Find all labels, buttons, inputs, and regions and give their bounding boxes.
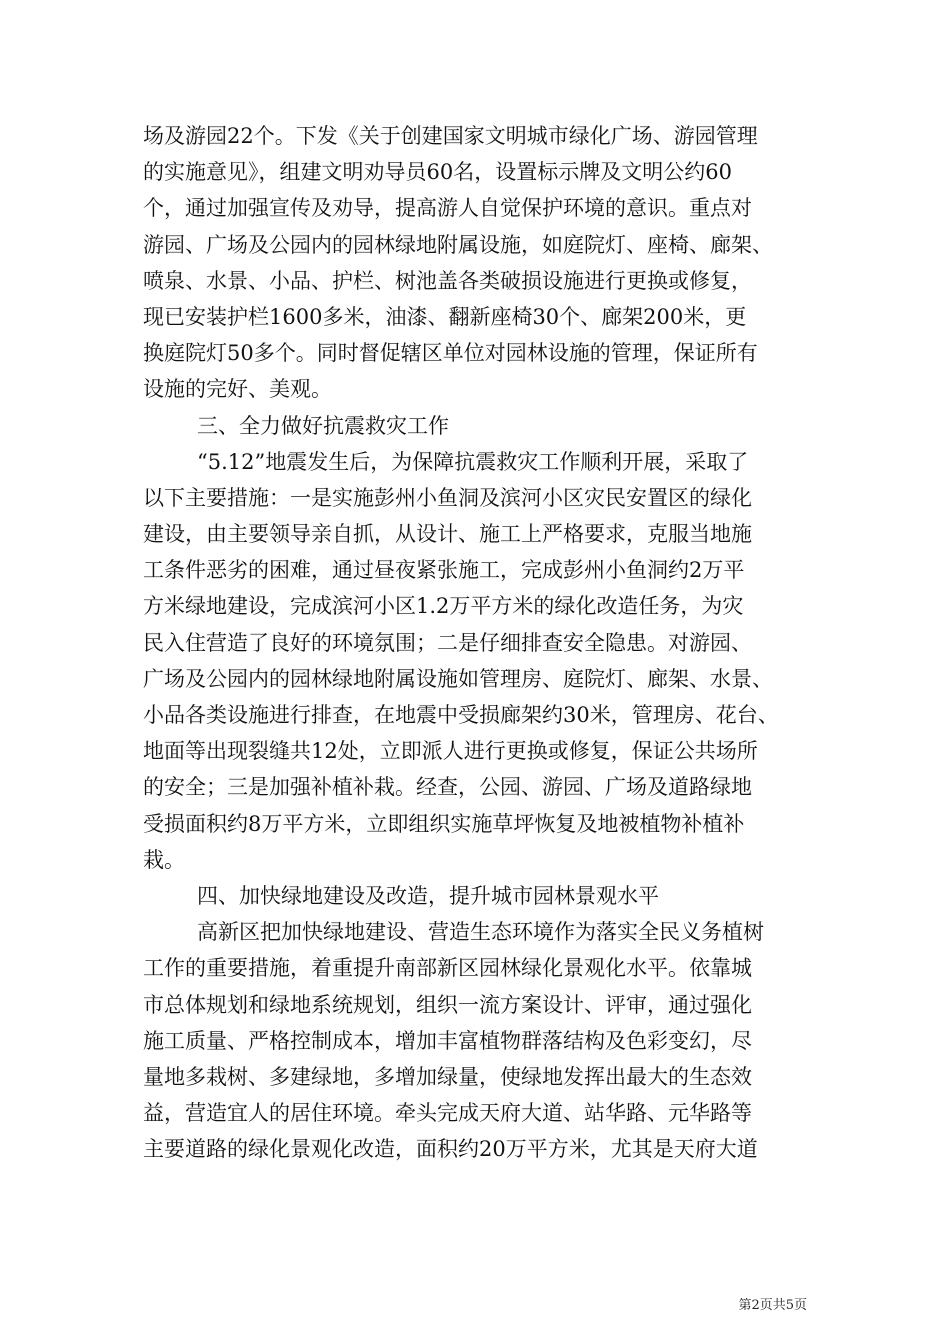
text-line: 民入住营造了良好的环境氛围；二是仔细排查安全隐患。对游园、 xyxy=(143,630,752,655)
text-line: 工条件恶劣的困难，通过昼夜紧张施工，完成彭州小鱼洞约2万平 xyxy=(143,558,745,583)
text-line: 主要道路的绿化景观化改造，面积约20万平方米，尤其是天府大道 xyxy=(143,1137,758,1162)
text-line: 设施的完好、美观。 xyxy=(143,377,332,402)
text-line: 的实施意见》，组建文明劝导员60名，设置标示牌及文明公约60 xyxy=(143,160,732,185)
text-line: 喷泉、水景、小品、护栏、树池盖各类破损设施进行更换或修复， xyxy=(143,268,752,293)
text-line: 现已安装护栏1600多米，油漆、翻新座椅30个、廊架200米，更 xyxy=(143,304,747,329)
text-line: 高新区把加快绿地建设、营造生态环境作为落实全民义务植树 xyxy=(197,920,764,945)
text-line: 以下主要措施：一是实施彭州小鱼洞及滨河小区灾民安置区的绿化 xyxy=(143,485,752,510)
text-line: 施工质量、严格控制成本，增加丰富植物群落结构及色彩变幻，尽 xyxy=(143,1028,752,1053)
text-line: 广场及公园内的园林绿地附属设施如管理房、庭院灯、廊架、水景、 xyxy=(143,666,773,691)
text-line: 市总体规划和绿地系统规划，组织一流方案设计、评审，通过强化 xyxy=(143,992,752,1017)
text-line: 工作的重要措施，着重提升南部新区园林绿化景观化水平。依靠城 xyxy=(143,956,752,981)
text-line: 量地多栽树、多建绿地，多增加绿量，使绿地发挥出最大的生态效 xyxy=(143,1064,752,1089)
text-line: “5.12”地震发生后，为保障抗震救灾工作顺利开展，采取了 xyxy=(197,449,749,474)
text-line: 换庭院灯50多个。同时督促辖区单位对园林设施的管理，保证所有 xyxy=(143,341,758,366)
text-line: 场及游园22个。下发《关于创建国家文明城市绿化广场、游园管理 xyxy=(143,124,758,148)
text-line: 三、全力做好抗震救灾工作 xyxy=(197,413,449,438)
text-line: 游园、广场及公园内的园林绿地附属设施，如庭院灯、座椅、廊架、 xyxy=(143,232,773,257)
page-number: 第2页共5页 xyxy=(738,1298,807,1313)
text-line: 四、加快绿地建设及改造，提升城市园林景观水平 xyxy=(197,883,659,908)
text-line: 方米绿地建设，完成滨河小区1.2万平方米的绿化改造任务，为灾 xyxy=(143,594,744,619)
document-body xyxy=(143,118,813,1167)
text-line: 个，通过加强宣传及劝导，提高游人自觉保护环境的意识。重点对 xyxy=(143,196,752,221)
text-line: 的安全；三是加强补植补栽。经查，公园、游园、广场及道路绿地 xyxy=(143,775,752,800)
text-line: 益，营造宜人的居住环境。牵头完成天府大道、站华路、元华路等 xyxy=(143,1101,752,1126)
text-line: 受损面积约8万平方米，立即组织实施草坪恢复及地被植物补植补 xyxy=(143,811,745,836)
text-line: 栽。 xyxy=(143,847,185,872)
text-line: 地面等出现裂缝共12处，立即派人进行更换或修复，保证公共场所 xyxy=(143,739,758,764)
text-line: 小品各类设施进行排查，在地震中受损廊架约30米，管理房、花台、 xyxy=(143,703,779,727)
text-line: 建设，由主要领导亲自抓，从设计、施工上严格要求，克服当地施 xyxy=(143,522,752,547)
